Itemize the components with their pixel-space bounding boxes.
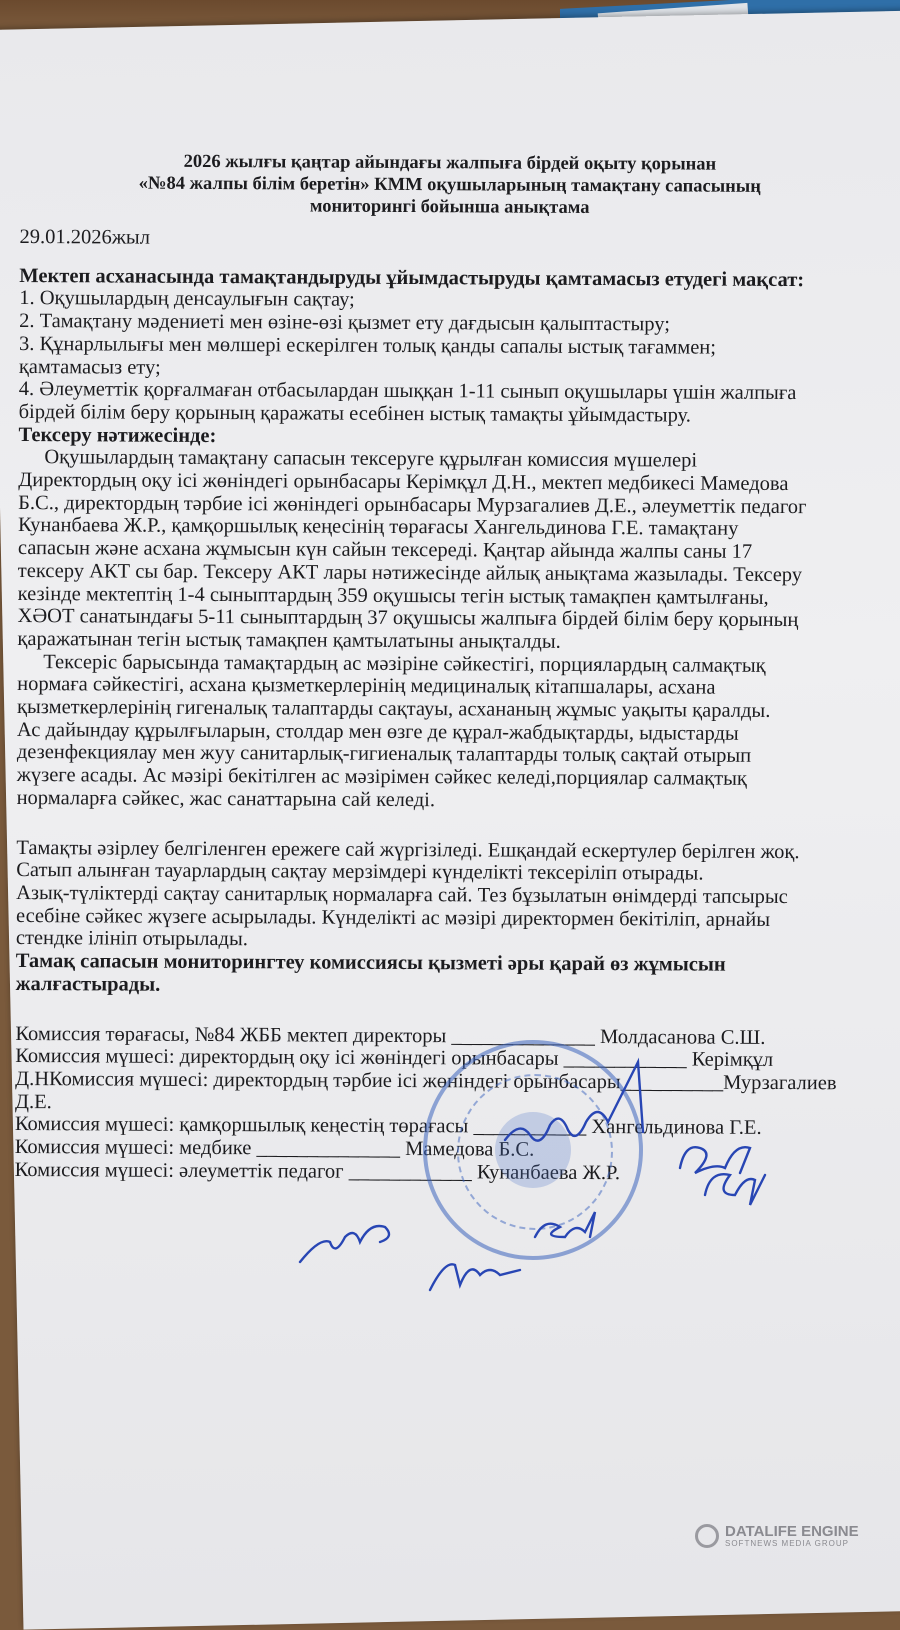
text-line: дезенфекциялау мен жуу санитарлық-гигиеналық талаптарды толық сақтай отырып	[16, 741, 752, 768]
signature-line: Комиссия мүшесі: қамқоршылық кеңестің төрағасы ___________ Хангельдинова Г.Е.	[14, 1113, 762, 1140]
text-line: ХӘОТ санатындағы 5-11 сыныптардың 37 оқушысы жалпыға бірдей білім беру қорының	[17, 605, 799, 632]
text-line: Тамақты әзірлеу белгіленген ережеге сай жүргізіледі. Ешқандай ескертулер берілген жоқ.	[16, 836, 800, 863]
conclusion-line: Тамақ сапасын мониторингтеу комиссиясы қызметі әры қарай өз жұмысын	[15, 950, 726, 976]
title-line: мониторингі бойынша анықтама	[309, 196, 590, 218]
text-line: қаражатынан тегін ыстық тамақпен қамтылатыны анықталды.	[17, 627, 561, 653]
text-line: нормаларға сәйкес, жас санаттарына сай келеді.	[16, 786, 436, 812]
title-line: «№84 жалпы білім беретін» КММ оқушыларының тамақтану сапасының	[138, 173, 761, 197]
text-line: жүзеге асады. Ас мәзірі бекітілген ас мәзірімен сәйкес келеді,порциялар салмақтық	[16, 764, 747, 790]
goal-item: 2. Тамақтану мәдениеті мен өзіне-өзі қызмет ету дағдысын қалыптастыру;	[19, 310, 670, 336]
text-line: Оқушылардың тамақтану сапасын тексеруге құрылған комиссия мүшелері	[44, 446, 698, 472]
signature-line: Комиссия төрағасы, №84 ЖББ мектеп директоры ______________ Молдасанова С.Ш.	[15, 1022, 766, 1049]
signature-line: Д.НКомиссия мүшесі: директордың тәрбие ісі жөніндегі орынбасары__________Мурзагалиев	[15, 1067, 837, 1095]
text-line: кезінде мектептің 1-4 сыныптардың 359 оқушысы тегін ыстық тамақпен қамтылғаны,	[17, 582, 769, 609]
text-line: Б.С., директордың тәрбие ісі жөніндегі орынбасары Мурзагалиев Д.Е., әлеуметтік педагог	[18, 491, 807, 518]
goal-item: қамтамасыз ету;	[18, 355, 161, 379]
signature-line: Д.Е.	[14, 1090, 52, 1113]
goal-item: 3. Құнарлылығы мен мөлшері ескерілген толық қанды сапалы ыстық тағаммен;	[18, 332, 717, 359]
conclusion-line: жалғастырады.	[15, 972, 161, 996]
goal-heading: Мектеп асханасында тамақтандыруды ұйымдастыруды қамтамасыз етудегі мақсат:	[19, 264, 805, 291]
signature-khangeldinova	[535, 1212, 595, 1237]
text-line: Ас дайындау құрылғыларын, столдар мен өзге де құрал-жабдықтарды, ыдыстарды	[16, 718, 739, 745]
text-line: нормаға сәйкестігі, асхана қызметкерлерінің медициналық кітапшалары, асхана	[17, 673, 716, 700]
results-heading: Тексеру нәтижесінде:	[18, 423, 217, 447]
goal-item: бірдей білім беру қорының қаражаты есебінен ыстық тамақты ұйымдастыру.	[18, 400, 691, 427]
goal-item: 4. Әлеуметтік қорғалмаған отбасылардан шыққан 1-11 сынып оқушылары үшін жалпыға	[18, 378, 797, 405]
goal-item: 1. Оқушылардың денсаулығын сақтау;	[19, 287, 355, 312]
signature-kunanbaeva	[430, 1264, 520, 1290]
watermark	[695, 1524, 859, 1548]
text-line: есебіне сәйкес жүзеге асырылады. Күнделікті ас мәзірі директормен бекітіліп, арнайы	[15, 904, 771, 931]
watermark-logo-icon	[695, 1524, 719, 1548]
signature-line: Комиссия мүшесі: әлеуметтік педагог ____________ Кунанбаева Ж.Р.	[14, 1158, 621, 1184]
signature-murzagaliev	[705, 1174, 765, 1205]
text-line: Тексеріс барысында тамақтардың ас мәзіріне сәйкестігі, порциялардың салмақтық	[43, 650, 766, 677]
signature-line: Комиссия мүшесі: медбике ______________ Мамедова Б.С.	[14, 1136, 535, 1161]
signature-director	[505, 1062, 643, 1141]
text-line: қызметкерлерінің гигеналық талаптарды сақтауы, асхананың жұмыс уақыты қаралды.	[17, 696, 771, 722]
text-line: стендке ілініп отырылады.	[15, 927, 248, 951]
text-line: Директордың оқу ісі жөніндегі орынбасары Керімқұл Д.Н., мектеп медбикесі Мамедова	[18, 469, 789, 496]
text-line: Азық-түліктерді сақтау санитарлық нормаларға сай. Тез бұзылатын өнімдерді тапсырыс	[16, 881, 788, 909]
signature-mamedova	[300, 1226, 389, 1262]
text-line: Кунанбаева Ж.Р., қамқоршылық кеңесінің төрағасы Хангельдинова Г.Е. тамақтану	[17, 514, 739, 541]
text-line: тексеру АКТ сы бар. Тексеру АКТ лары нәтижесінде айлық анықтама жазылады. Тексеру	[17, 559, 803, 586]
title-line: 2026 жылғы қаңтар айындағы жалпыға бірдей оқыту қорынан	[183, 151, 717, 175]
document-date: 29.01.2026жыл	[19, 225, 151, 249]
signature-kerimkul	[680, 1147, 750, 1173]
watermark-subtitle: SOFTNEWS MEDIA GROUP	[725, 1539, 850, 1548]
signature-line: Комиссия мүшесі: директордың оқу ісі жөніндегі орынбасары ____________ Керімқұл	[15, 1045, 774, 1072]
watermark-title: DATALIFE ENGINE	[725, 1523, 859, 1540]
text-line: сапасын және асхана жұмысын күн сайын тексереді. Қаңтар айында жалпы саны 17	[17, 537, 753, 563]
text-line: Сатып алынған тауарлардың сақтау мерзімдері күнделікті тексеріліп отырады.	[16, 859, 704, 885]
